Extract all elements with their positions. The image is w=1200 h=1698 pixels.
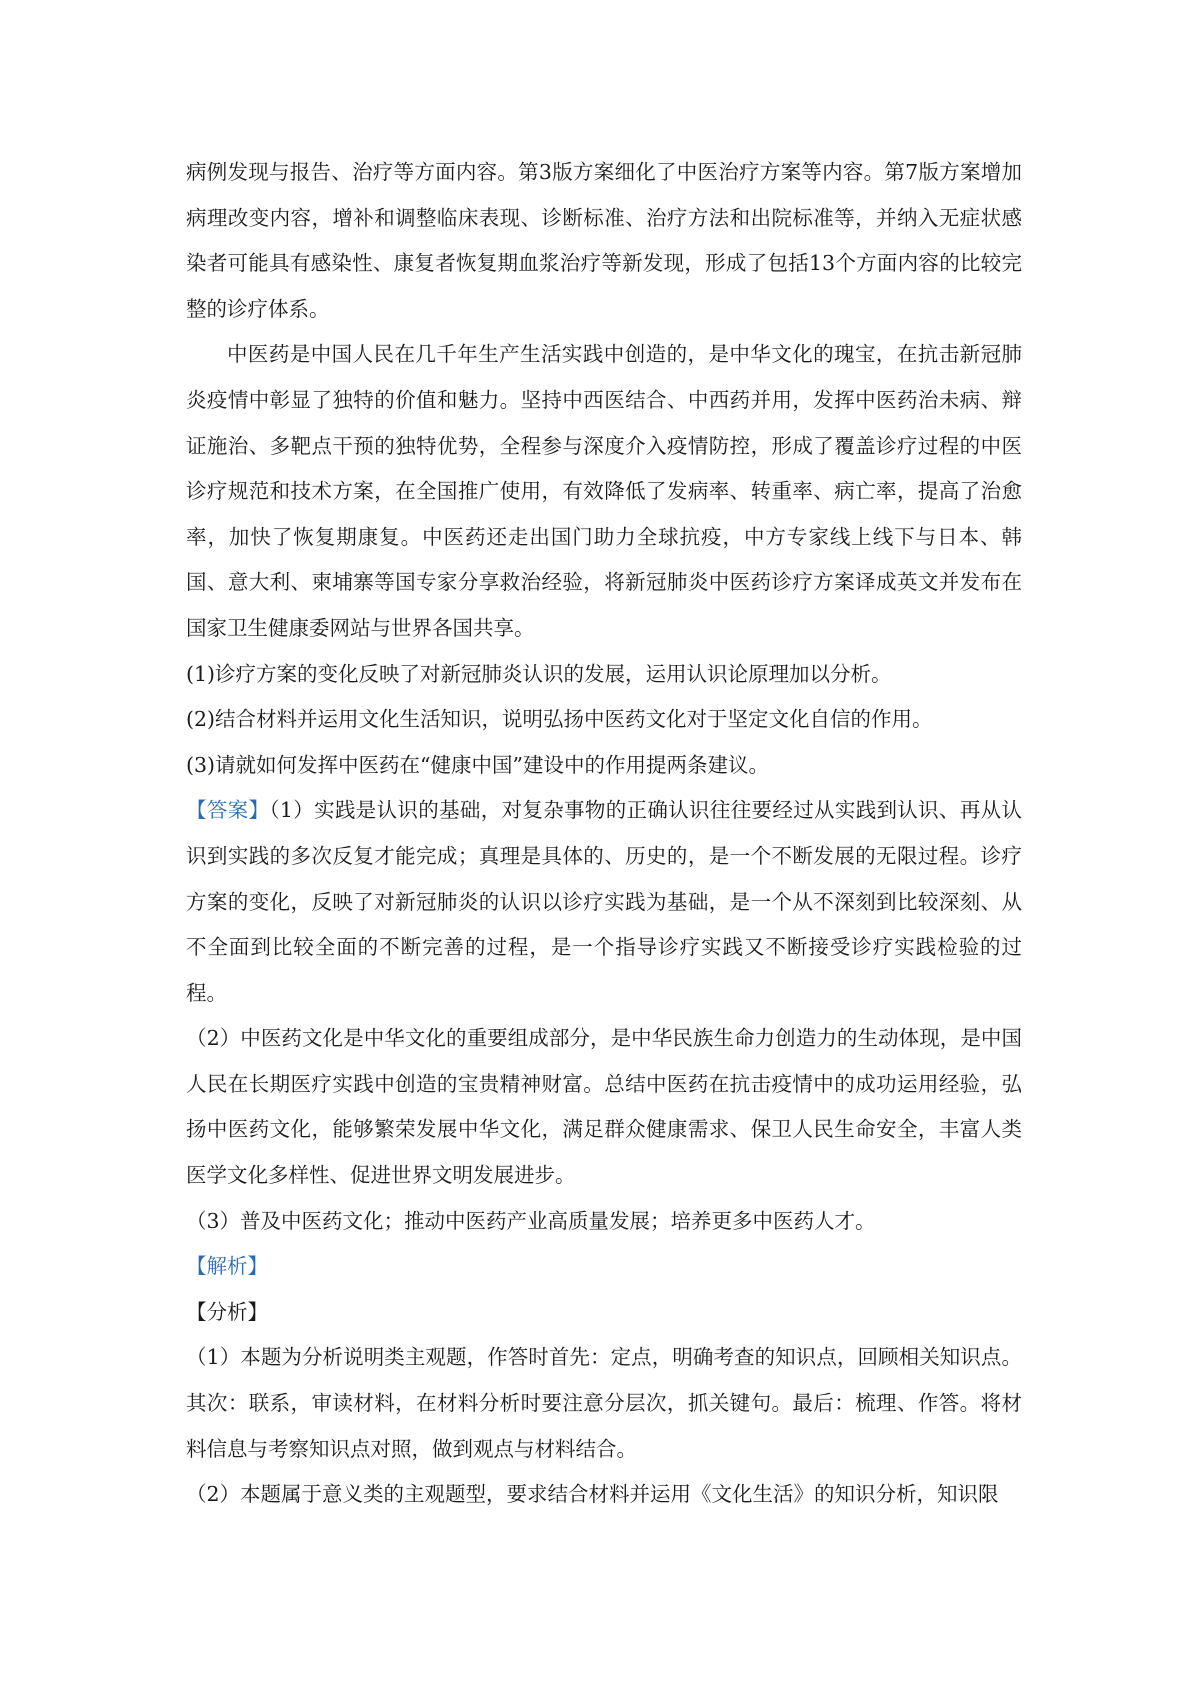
analysis-1: （1）本题为分析说明类主观题，作答时首先：定点，明确考查的知识点，回顾相关知识点。其次：联系，审读材料，在材料分析时要注意分层次，抓关键句。最后：梳理、作答。将材料信息与考察知识点对照，做到观点与材料结合。 (186, 1345, 1022, 1461)
answer-label: 【答案】 (186, 798, 270, 823)
answer-1 (186, 788, 1022, 1016)
question-2: (2)结合材料并运用文化生活知识，说明弘扬中医药文化对于坚定文化自信的作用。 (186, 707, 933, 732)
question-1: (1)诊疗方案的变化反映了对新冠肺炎认识的发展，运用认识论原理加以分析。 (186, 661, 892, 686)
answer-2: （2）中医药文化是中华文化的重要组成部分，是中华民族生命力创造力的生动体现，是中国人民在长期医疗实践中创造的宝贵精神财富。总结中医药在抗击疫情中的成功运用经验，弘扬中医药文化，能够繁荣发展中华文化，满足群众健康需求、保卫人民生命安全，丰富人类医学文化多样性、促进世界文明发展进步。 (186, 1026, 1022, 1188)
analysis-2: （2）本题属于意义类的主观题型，要求结合材料并运用《文化生活》的知识分析，知识限 (186, 1482, 999, 1507)
document-body (186, 150, 1022, 1518)
question-3: (3)请就如何发挥中医药在“健康中国”建设中的作用提两条建议。 (186, 752, 769, 777)
material-paragraph-2: 中医药是中国人民在几千年生产生活实践中创造的，是中华文化的瑰宝，在抗击新冠肺炎疫情中彰显了独特的价值和魅力。坚持中西医结合、中西药并用，发挥中医药治未病、辩证施治、多靶点干预的独特优势，全程参与深度介入疫情防控，形成了覆盖诊疗过程的中医诊疗规范和技术方案，在全国推广使用，有效降低了发病率、转重率、病亡率，提高了治愈率，加快了恢复期康复。中医药还走出国门助力全球抗疫，中方专家线上线下与日本、韩国、意大利、柬埔寨等国专家分享救治经验，将新冠肺炎中医药诊疗方案译成英文并发布在国家卫生健康委网站与世界各国共享。 (186, 342, 1022, 640)
answer-1-text: （1）实践是认识的基础，对复杂事物的正确认识往往要经过从实践到认识、再从认识到实践的多次反复才能完成；真理是具体的、历史的，是一个不断发展的无限过程。诊疗方案的变化，反映了对新冠肺炎的认识以诊疗实践为基础，是一个从不深刻到比较深刻、从不全面到比较全面的不断完善的过程，是一个指导诊疗实践又不断接受诊疗实践检验的过程。 (186, 798, 1023, 1005)
material-paragraph-1: 病例发现与报告、治疗等方面内容。第3版方案细化了中医治疗方案等内容。第7版方案增加病理改变内容，增补和调整临床表现、诊断标准、治疗方法和出院标准等，并纳入无症状感染者可能具有感染性、康复者恢复期血浆治疗等新发现，形成了包括13个方面内容的比较完整的诊疗体系。 (186, 160, 1022, 321)
analysis-label: 【解析】 (186, 1254, 268, 1279)
answer-3: （3）普及中医药文化；推动中医药产业高质量发展；培养更多中医药人才。 (186, 1208, 876, 1233)
analysis-sub-label: 【分析】 (186, 1299, 268, 1324)
